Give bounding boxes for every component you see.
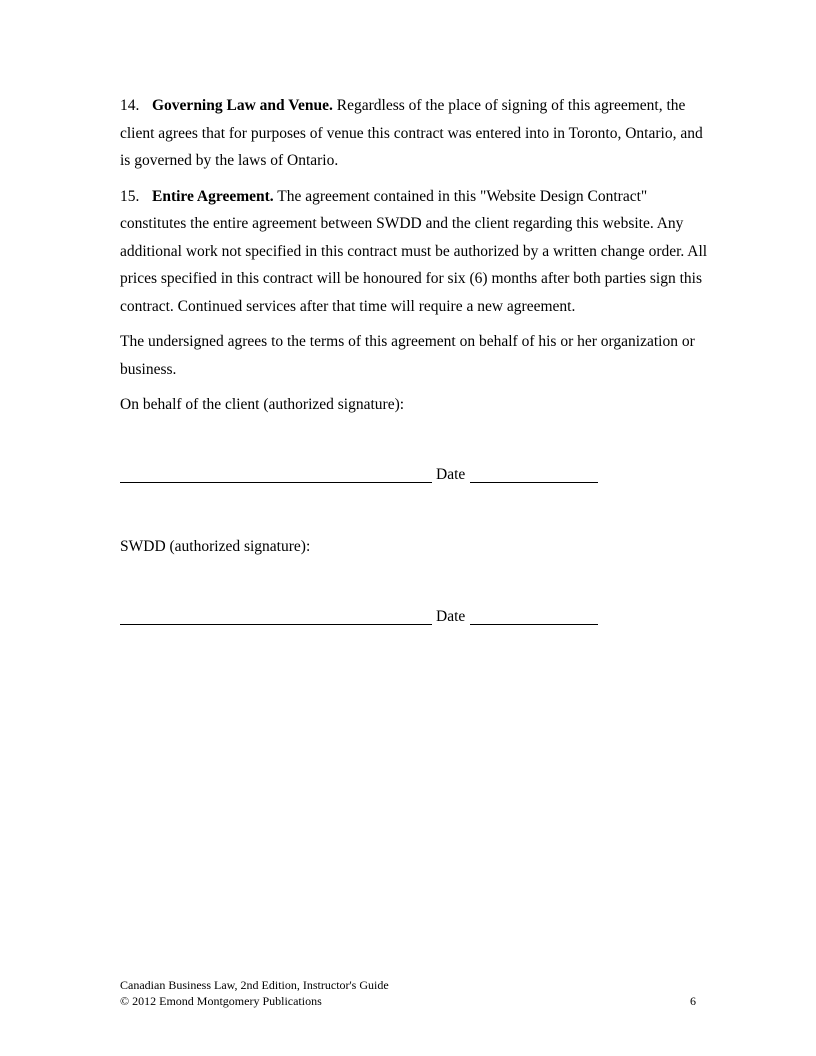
client-signature-line[interactable] [120,482,432,483]
clause-number: 15. [120,187,140,205]
swdd-signature-row [120,608,720,630]
clause-heading: Governing Law and Venue. [152,97,333,114]
page-footer [120,977,696,1009]
swdd-date-line[interactable] [470,624,598,625]
clause-14 [120,92,710,175]
client-date-label: Date [436,466,466,483]
clause-15 [120,183,710,321]
client-date-line[interactable] [470,482,598,483]
swdd-date-label: Date [436,608,466,625]
clause-text: The agreement contained in this "Website Design Contract" constitutes the entire agreement between SWDD and the client regarding this website. Any additional work not specified in this contract must be authorized by a written change order. All prices specified in this contract will be honoured for six (6) months after both parties sign this contract. Continued services after that time will require a new agreement. [120,187,708,315]
client-signature-label: On behalf of the client (authorized signature): [120,396,405,413]
clause-text: Regardless of the place of signing of this agreement, the client agrees that for purposes of venue this contract was entered into in Toronto, Ontario, and is governed by the laws of Ontario. [120,97,703,169]
footer-copyright: © 2012 Emond Montgomery Publications [120,994,322,1008]
acceptance-paragraph: The undersigned agrees to the terms of this agreement on behalf of his or her organization or business. [120,333,695,378]
swdd-signature-line[interactable] [120,624,432,625]
client-signature-row [120,466,720,488]
document-body [120,92,710,391]
swdd-signature-label: SWDD (authorized signature): [120,538,311,555]
footer-book-title: Canadian Business Law, 2nd Edition, Instructor's Guide [120,978,389,992]
page-number: 6 [690,994,696,1008]
clause-heading: Entire Agreement. [152,187,274,205]
clause-number: 14. [120,97,140,114]
